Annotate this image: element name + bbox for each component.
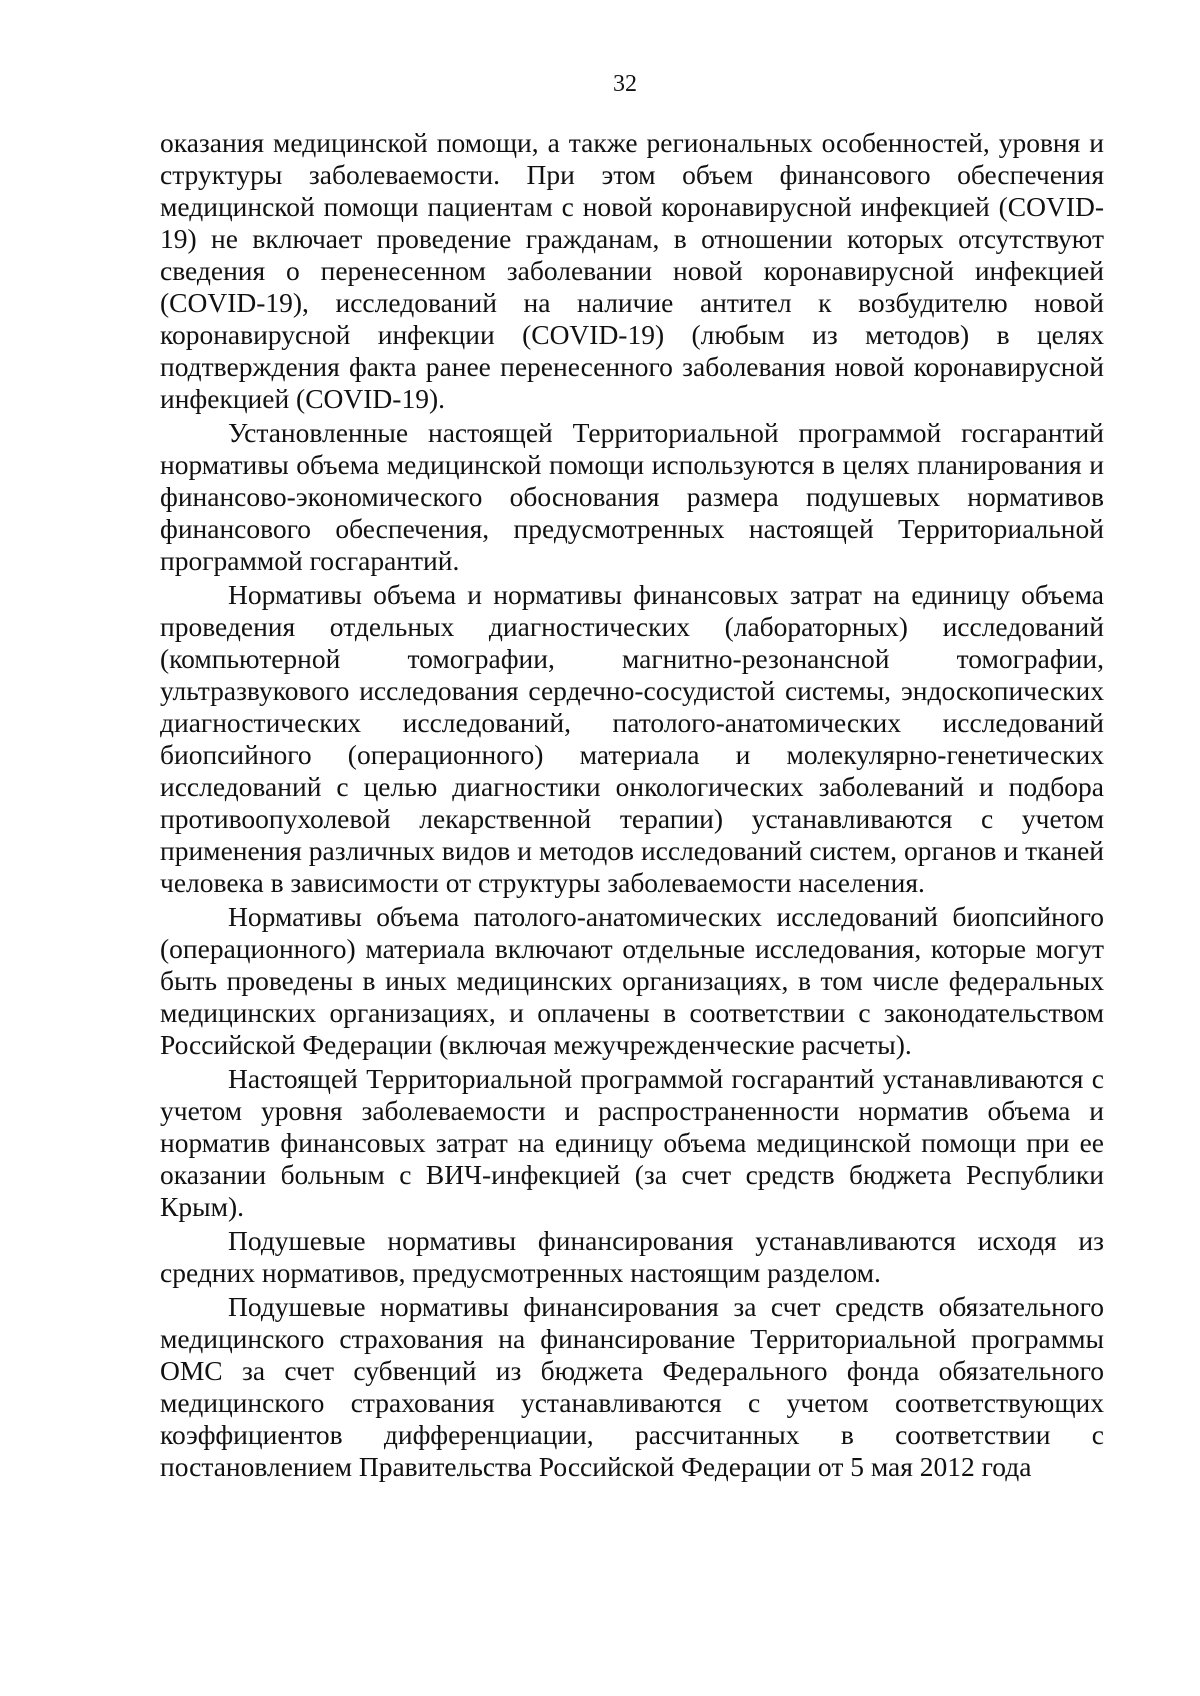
- document-body: [160, 127, 1104, 1485]
- paragraph-6: Подушевые нормативы финансирования устанавливаются исходя из средних нормативов, предусмотренных настоящим разделом.: [160, 1225, 1104, 1288]
- paragraph-5: Настоящей Территориальной программой госгарантий устанавливаются с учетом уровня заболеваемости и распространенности норматив объема и норматив финансовых затрат на единицу объема медицинской помощи при ее оказании больным с ВИЧ-инфекцией (за счет средств бюджета Республики Крым).: [160, 1063, 1104, 1222]
- paragraph-7: Подушевые нормативы финансирования за счет средств обязательного медицинского страхования на финансирование Территориальной программы ОМС за счет субвенций из бюджета Федерального фонда обязательного медицинского страхования устанавливаются с учетом соответствующих коэффициентов дифференциации, рассчитанных в соответствии с постановлением Правительства Российской Федерации от 5 мая 2012 года: [160, 1291, 1104, 1482]
- paragraph-2: Установленные настоящей Территориальной программой госгарантий нормативы объема медицинской помощи используются в целях планирования и финансово-экономического обоснования размера подушевых нормативов финансового обеспечения, предусмотренных настоящей Территориальной программой госгарантий.: [160, 417, 1104, 576]
- paragraph-4: Нормативы объема патолого-анатомических исследований биопсийного (операционного) материала включают отдельные исследования, которые могут быть проведены в иных медицинских организациях, в том числе федеральных медицинских организациях, и оплачены в соответствии с законодательством Российской Федерации (включая межучрежденческие расчеты).: [160, 901, 1104, 1060]
- page-number: 32: [613, 71, 637, 97]
- paragraph-1: оказания медицинской помощи, а также региональных особенностей, уровня и структуры заболеваемости. При этом объем финансового обеспечения медицинской помощи пациентам с новой коронавирусной инфекцией (COVID-19) не включает проведение гражданам, в отношении которых отсутствуют сведения о перенесенном заболевании новой коронавирусной инфекцией (COVID-19), исследований на наличие антител к возбудителю новой коронавирусной инфекции (COVID-19) (любым из методов) в целях подтверждения факта ранее перенесенного заболевания новой коронавирусной инфекцией (COVID-19).: [160, 127, 1104, 414]
- paragraph-3: Нормативы объема и нормативы финансовых затрат на единицу объема проведения отдельных диагностических (лабораторных) исследований (компьютерной томографии, магнитно-резонансной томографии, ультразвукового исследования сердечно-сосудистой системы, эндоскопических диагностических исследований, патолого-анатомических исследований биопсийного (операционного) материала и молекулярно-генетических исследований с целью диагностики онкологических заболеваний и подбора противоопухолевой лекарственной терапии) устанавливаются с учетом применения различных видов и методов исследований систем, органов и тканей человека в зависимости от структуры заболеваемости населения.: [160, 579, 1104, 898]
